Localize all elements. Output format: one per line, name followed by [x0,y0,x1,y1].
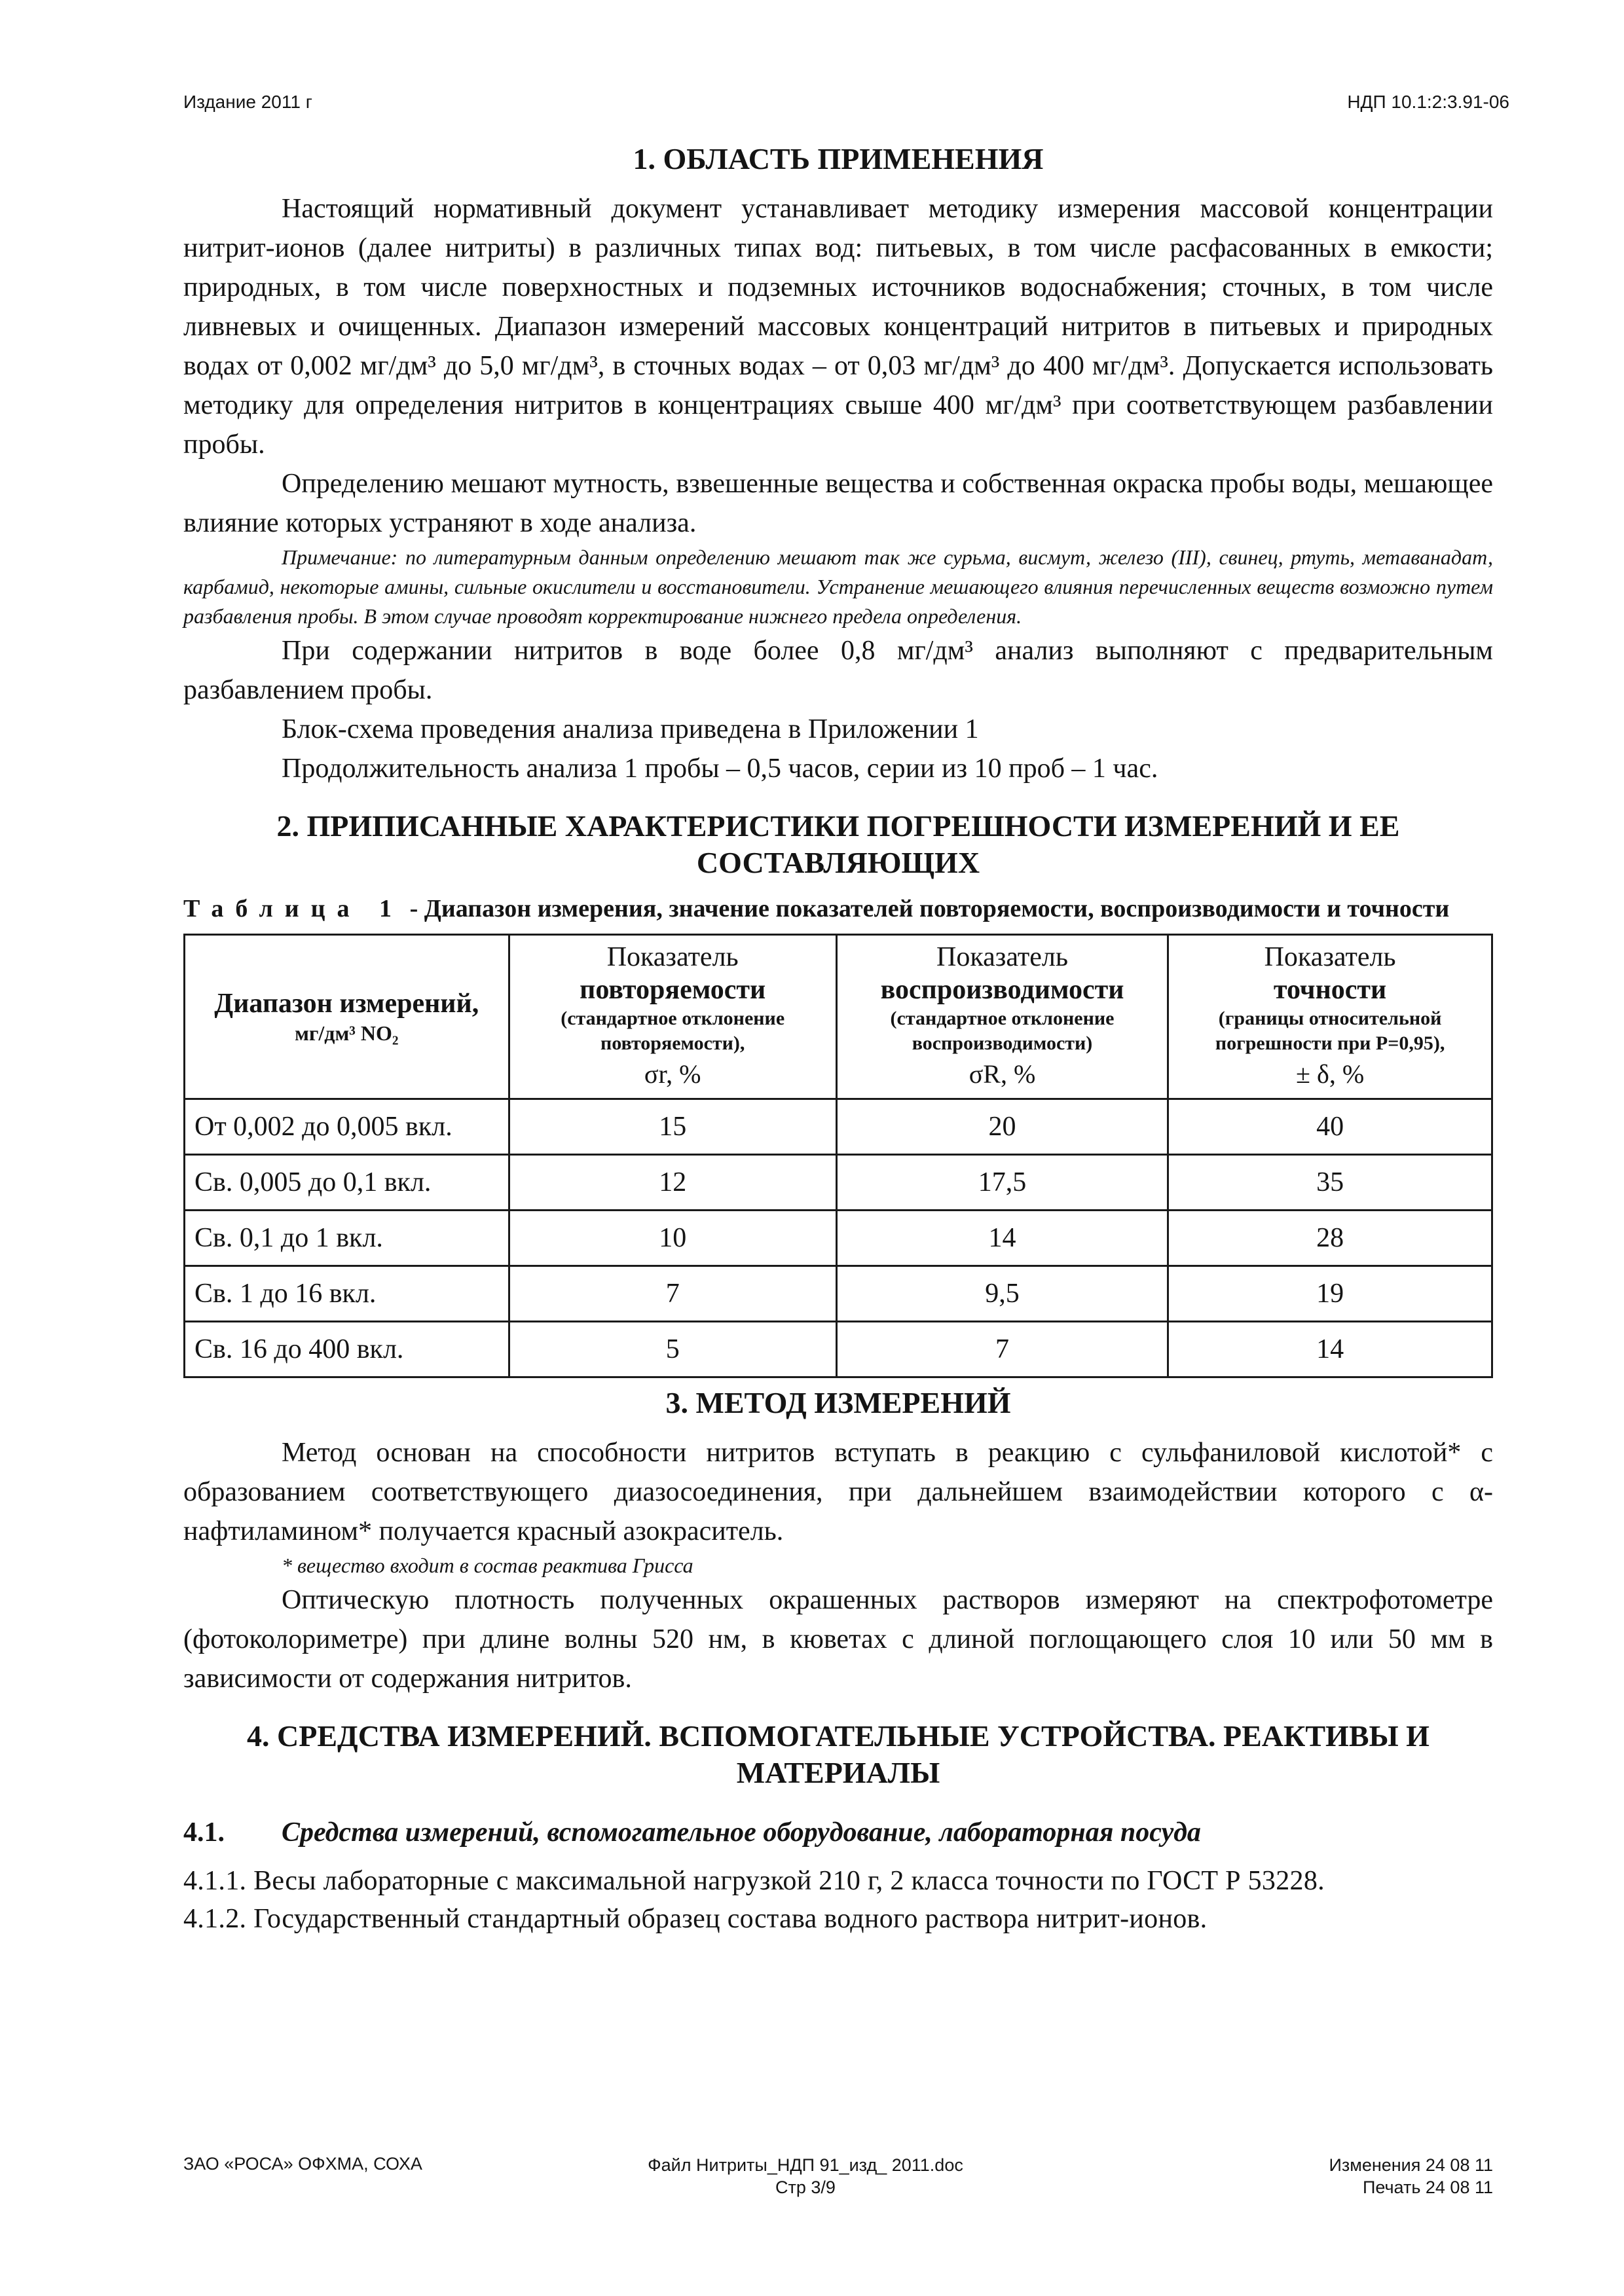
table-cell-repeatability: 15 [509,1099,836,1155]
header-repeatability-symbol: σr, % [644,1059,701,1089]
table-1-caption [183,892,1493,926]
header-reproducibility-note: (стандартное отклонение воспроизводимости) [890,1008,1115,1054]
table-cell-reproducibility: 17,5 [836,1155,1168,1211]
header-reproducibility-bold: воспроизводимости [880,975,1124,1005]
table-cell-repeatability: 10 [509,1211,836,1266]
header-accuracy-symbol: ± δ, % [1296,1059,1365,1089]
section-3-title: 3. МЕТОД ИЗМЕРЕНИЙ [665,1386,1011,1419]
header-cell-range [185,935,509,1099]
section-1-note: Примечание: по литературным данным определению мешают так же сурьма, висмут, железо (III), свинец, ртуть, метаванадат, карбамид, некоторые амины, сильные окислители и восстановители. Устранение мешающего влияния перечисленных веществ возможно путем разбавления пробы. В этом случае проводят корректирование нижнего предела определения. [183,545,1493,628]
header-cell-repeatability [509,935,836,1099]
table-cell-accuracy: 14 [1168,1322,1492,1377]
footer-print-date: Печать 24 08 11 [1362,2178,1493,2197]
section-1-paragraph-5: Продолжительность анализа 1 пробы – 0,5 часов, серии из 10 проб – 1 час. [282,754,1158,784]
subsection-4-1-heading [183,1813,1493,1851]
header-accuracy-bold: точности [1273,975,1387,1005]
table-cell-reproducibility: 7 [836,1322,1168,1377]
footer-file-info [635,2154,976,2198]
header-cell-accuracy [1168,935,1492,1099]
subsection-4-1-number: 4.1. [183,1817,225,1848]
table-row [185,1266,1492,1322]
table-cell-range: Св. 0,005 до 0,1 вкл. [185,1155,509,1211]
table-cell-reproducibility: 14 [836,1211,1168,1266]
section-2-title: 2. ПРИПИСАННЫЕ ХАРАКТЕРИСТИКИ ПОГРЕШНОСТИ ИЗМЕРЕНИЙ И ЕЕ СОСТАВЛЯЮЩИХ [276,809,1400,879]
table-cell-reproducibility: 20 [836,1099,1168,1155]
header-doc-code: НДП 10.1:2:3.91-06 [1347,92,1509,112]
header-range-unit: мг/дм³ NO₂ [295,1021,399,1045]
section-3-footnote: * вещество входит в состав реактива Грисса [282,1554,693,1577]
footer-page-number: Стр 3/9 [775,2178,836,2197]
footer-dates [1329,2154,1493,2198]
document-body [183,141,1493,1938]
table-cell-accuracy: 28 [1168,1211,1492,1266]
footer-organization: ЗАО «РОСА» ОФХМА, СОХА [183,2154,422,2174]
section-1-paragraph-4: Блок-схема проведения анализа приведена в Приложении 1 [282,714,979,744]
table-row [185,1155,1492,1211]
subsection-4-1-title: Средства измерений, вспомогательное оборудование, лабораторная посуда [282,1817,1201,1848]
footer-changed-date: Изменения 24 08 11 [1329,2155,1493,2175]
item-4-1-1: 4.1.1. Весы лабораторные с максимальной нагрузкой 210 г, 2 класса точности по ГОСТ Р 53228. [183,1866,1325,1896]
table-cell-repeatability: 5 [509,1322,836,1377]
table-cell-accuracy: 19 [1168,1266,1492,1322]
header-reproducibility-title: Показатель [936,942,1068,972]
table-row [185,1099,1492,1155]
section-3-paragraph-2: Оптическую плотность полученных окрашенных растворов измеряют на спектрофотометре (фотоколориметре) при длине волны 520 нм, в кюветах с длиной поглощающего слоя 10 или 50 мм в зависимости от содержания нитритов. [183,1585,1493,1694]
table-1-caption-text: - Диапазон измерения, значение показателей повторяемости, воспроизводимости и точности [403,895,1450,922]
table-row [185,1211,1492,1266]
section-3-paragraph-1: Метод основан на способности нитритов вступать в реакцию с сульфаниловой кислотой* с образованием соответствующего диазосоединения, при дальнейшем взаимодействии которого с α-нафтиламином* получается красный азокраситель. [183,1438,1493,1546]
section-1-paragraph-3: При содержании нитритов в воде более 0,8 мг/дм³ анализ выполняют с предварительным разбавлением пробы. [183,636,1493,705]
header-repeatability-note: (стандартное отклонение повторяемости), [561,1008,785,1054]
table-cell-range: Св. 16 до 400 вкл. [185,1322,509,1377]
header-range-title: Диапазон измерений, [214,989,479,1019]
header-repeatability-bold: повторяемости [580,975,766,1005]
table-cell-reproducibility: 9,5 [836,1266,1168,1322]
section-1-paragraph-1: Настоящий нормативный документ устанавливает методику измерения массовой концентрации нитрит-ионов (далее нитриты) в различных типах вод: питьевых, в том числе расфасованных в емкости; природных, в том числе поверхностных и подземных источников водоснабжения; сточных, в том числе ливневых и очищенных. Диапазон измерений массовых концентраций нитритов в питьевых и природных водах от 0,002 мг/дм³ до 5,0 мг/дм³, в сточных водах – от 0,03 мг/дм³ до 400 мг/дм³. Допускается использовать методику для определения нитритов в концентрациях свыше 400 мг/дм³ при соответствующем разбавлении пробы. [183,194,1493,460]
section-1-title: 1. ОБЛАСТЬ ПРИМЕНЕНИЯ [633,142,1044,175]
header-repeatability-title: Показатель [606,942,739,972]
header-cell-reproducibility [836,935,1168,1099]
footer-file-name: Файл Нитриты_НДП 91_изд_ 2011.doc [648,2155,963,2175]
table-header-row [185,935,1492,1099]
header-accuracy-title: Показатель [1264,942,1396,972]
table-row [185,1322,1492,1377]
table-cell-repeatability: 12 [509,1155,836,1211]
table-cell-range: Св. 0,1 до 1 вкл. [185,1211,509,1266]
table-cell-range: Св. 1 до 16 вкл. [185,1266,509,1322]
table-cell-repeatability: 7 [509,1266,836,1322]
section-4-title: 4. СРЕДСТВА ИЗМЕРЕНИЙ. ВСПОМОГАТЕЛЬНЫЕ УСТРОЙСТВА. РЕАКТИВЫ И МАТЕРИАЛЫ [247,1719,1430,1789]
table-1-label: Таблица 1 [183,895,404,922]
header-reproducibility-symbol: σR, % [969,1059,1036,1089]
header-accuracy-note: (границы относительной погрешности при P=0,95), [1215,1008,1445,1054]
table-1 [183,934,1493,1378]
header-edition: Издание 2011 г [183,92,312,112]
table-cell-range: От 0,002 до 0,005 вкл. [185,1099,509,1155]
table-cell-accuracy: 40 [1168,1099,1492,1155]
section-1-paragraph-2: Определению мешают мутность, взвешенные вещества и собственная окраска пробы воды, мешающее влияние которых устраняют в ходе анализа. [183,469,1493,538]
item-4-1-2: 4.1.2. Государственный стандартный образец состава водного раствора нитрит-ионов. [183,1904,1208,1934]
table-cell-accuracy: 35 [1168,1155,1492,1211]
